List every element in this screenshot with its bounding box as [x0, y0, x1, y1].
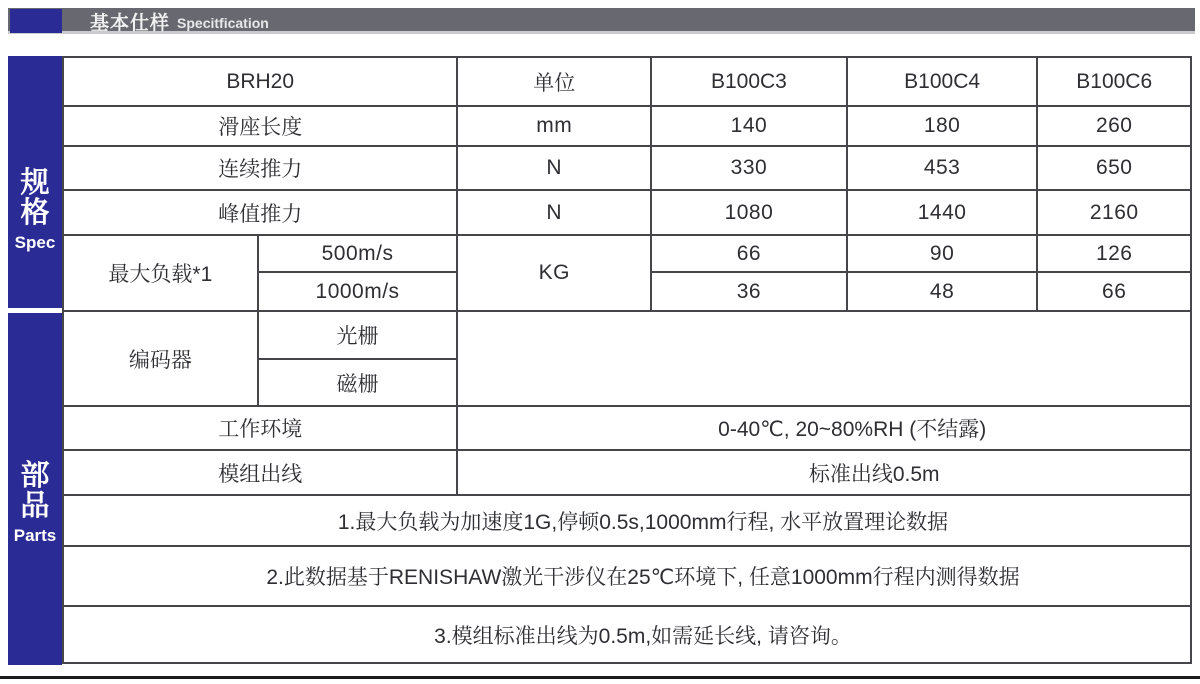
note-3: 3.模组标准出线为0.5m,如需延长线, 请咨询。 [63, 606, 1191, 663]
value-cell: 453 [847, 146, 1038, 190]
row-label-max-load: 最大负载*1 [63, 235, 258, 311]
value-cell: 48 [847, 272, 1038, 311]
model-series-cell: BRH20 [63, 57, 457, 106]
sub-row-label-magnetic: 磁栅 [258, 359, 458, 406]
table-row [63, 495, 1191, 546]
value-cell: 126 [1037, 235, 1191, 272]
table-row [63, 57, 1191, 106]
value-cell: 66 [1037, 272, 1191, 311]
value-cell: 90 [847, 235, 1038, 272]
table-row [63, 190, 1191, 235]
value-cell: 330 [651, 146, 847, 190]
environment-value: 0-40℃, 20~80%RH (不结露) [457, 406, 1191, 450]
value-cell: 650 [1037, 146, 1191, 190]
column-header-b100c3: B100C3 [651, 57, 847, 106]
value-cell: 66 [651, 235, 847, 272]
row-label-slider-length: 滑座长度 [63, 106, 457, 146]
table-row [63, 146, 1191, 190]
section-title-bar [8, 8, 1195, 34]
sub-row-label-500: 500m/s [258, 235, 458, 272]
value-cell: 140 [651, 106, 847, 146]
value-cell: 1440 [847, 190, 1038, 235]
unit-cell-kg: KG [457, 235, 651, 311]
sub-row-label-optical: 光栅 [258, 311, 458, 359]
row-label-environment: 工作环境 [63, 406, 457, 450]
sidebar-parts-label-en: Parts [13, 525, 57, 545]
table-row [63, 106, 1191, 146]
row-label-cable: 模组出线 [63, 450, 457, 495]
sidebar-parts-char-2: 品 [20, 490, 50, 523]
unit-cell: mm [457, 106, 651, 146]
row-label-continuous-thrust: 连续推力 [63, 146, 457, 190]
unit-cell: N [457, 146, 651, 190]
table-row [63, 606, 1191, 663]
sidebar-spec-char-2: 格 [20, 197, 50, 230]
table-row [63, 450, 1191, 495]
accent-chip [10, 9, 62, 33]
sidebar-spec-char-1: 规 [20, 167, 50, 199]
section-title [90, 8, 269, 34]
value-cell: 36 [651, 272, 847, 311]
row-label-peak-thrust: 峰值推力 [63, 190, 457, 235]
table-row [63, 235, 1191, 272]
note-2: 2.此数据基于RENISHAW激光干涉仪在25℃环境下, 任意1000mm行程内测得数据 [63, 546, 1191, 606]
section-title-en: Specitfication [177, 14, 269, 31]
table-row [63, 406, 1191, 450]
sidebar-section-spec [8, 56, 62, 308]
table-row [63, 546, 1191, 606]
value-cell: 1080 [651, 190, 847, 235]
sidebar-section-parts [8, 313, 62, 665]
column-header-b100c4: B100C4 [847, 57, 1038, 106]
note-1: 1.最大负载为加速度1G,停顿0.5s,1000mm行程, 水平放置理论数据 [63, 495, 1191, 546]
cable-value: 标准出线0.5m [457, 450, 1191, 495]
specification-table [62, 56, 1192, 664]
page-bottom-divider [0, 676, 1200, 679]
encoder-empty-cell [457, 311, 1191, 406]
table-row [63, 311, 1191, 359]
row-label-encoder: 编码器 [63, 311, 258, 406]
section-title-cn: 基本仕样 [90, 12, 171, 34]
value-cell: 180 [847, 106, 1038, 146]
unit-cell: N [457, 190, 651, 235]
unit-header-cell: 单位 [457, 57, 651, 106]
column-header-b100c6: B100C6 [1037, 57, 1191, 106]
sidebar-parts-char-1: 部 [20, 460, 50, 492]
sidebar-spec-label-en: Spec [14, 232, 56, 252]
value-cell: 260 [1037, 106, 1191, 146]
value-cell: 2160 [1037, 190, 1191, 235]
sub-row-label-1000: 1000m/s [258, 272, 458, 311]
